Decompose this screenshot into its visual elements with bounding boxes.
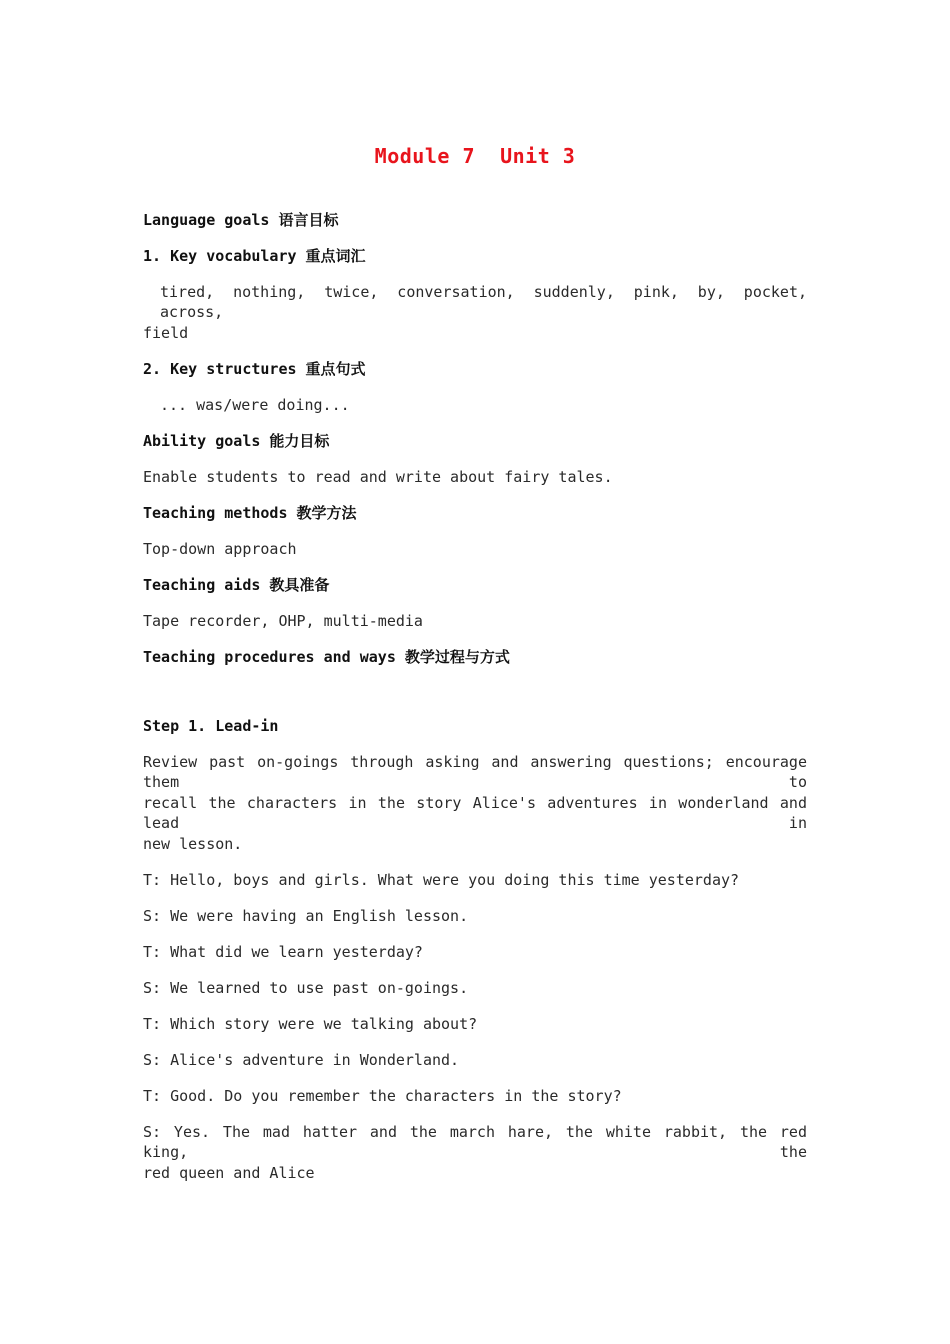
dialog-line: T: Which story were we talking about? (143, 1015, 478, 1033)
dialog-line: T: Good. Do you remember the characters in the story? (143, 1087, 622, 1105)
step1-paragraph-line-2: recall the characters in the story Alice's adventures in wonderland and lead in (143, 794, 807, 832)
dialog-line: S: Yes. The mad hatter and the march hare, the white rabbit, the red king, the (143, 1123, 807, 1161)
key-structure-text: ... was/were doing... (160, 396, 350, 414)
section-heading-teaching-methods: Teaching methods 教学方法 (143, 504, 357, 522)
step-heading-lead-in: Step 1. Lead-in (143, 717, 279, 735)
step1-paragraph-line-3: new lesson. (143, 835, 243, 853)
section-heading-ability-goals: Ability goals 能力目标 (143, 432, 330, 450)
section-heading-teaching-procedures: Teaching procedures and ways 教学过程与方式 (143, 648, 510, 666)
page-title: Module 7 Unit 3 (374, 144, 576, 168)
section-heading-language-goals: Language goals 语言目标 (143, 211, 339, 229)
section-heading-key-vocabulary: 1. Key vocabulary 重点词汇 (143, 247, 366, 265)
section-heading-key-structures: 2. Key structures 重点句式 (143, 360, 366, 378)
dialog-line: S: Alice's adventure in Wonderland. (143, 1051, 460, 1069)
vocabulary-list-line-1: tired, nothing, twice, conversation, suddenly, pink, by, pocket, across, (160, 283, 807, 321)
ability-goals-text: Enable students to read and write about fairy tales. (143, 468, 613, 486)
dialog-line: T: What did we learn yesterday? (143, 943, 423, 961)
section-heading-teaching-aids: Teaching aids 教具准备 (143, 576, 330, 594)
dialog-line: S: We learned to use past on-goings. (143, 979, 469, 997)
teaching-methods-text: Top-down approach (143, 540, 297, 558)
dialog-line: T: Hello, boys and girls. What were you doing this time yesterday? (143, 871, 740, 889)
dialog-line: S: We were having an English lesson. (143, 907, 469, 925)
teaching-aids-text: Tape recorder, OHP, multi-media (143, 612, 423, 630)
dialog-line: red queen and Alice (143, 1164, 315, 1182)
vocabulary-list-line-2: field (143, 324, 189, 342)
step1-paragraph-line-1: Review past on-goings through asking and answering questions; encourage them to (143, 753, 807, 791)
